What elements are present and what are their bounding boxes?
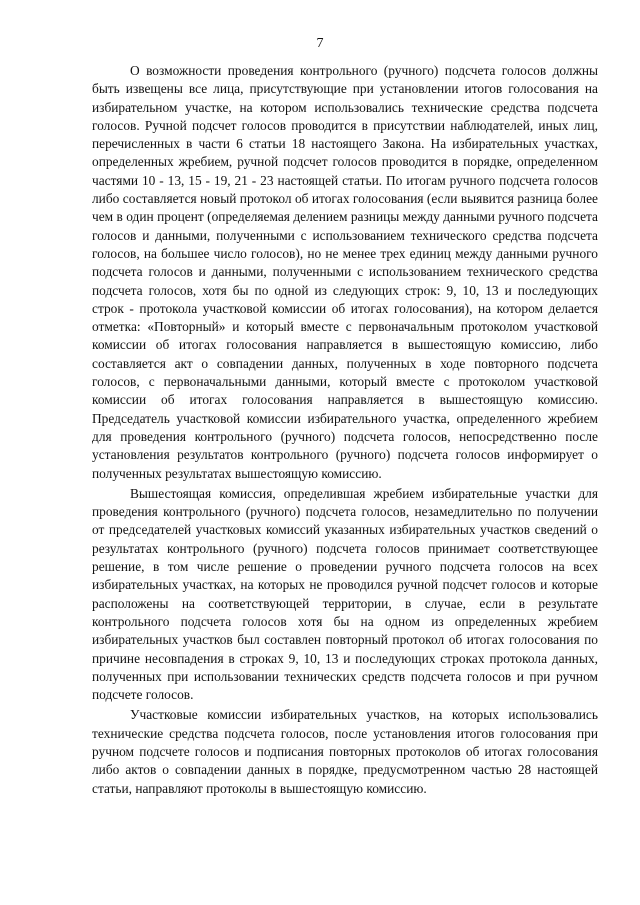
paragraph-3: Участковые комиссии избирательных участков, на которых использовались технические средства подсчета голосов, после установления итогов голосования при ручном подсчете голосов и подписания повторных протоколов об итогах голосования либо актов о совпадении данных в порядке, предусмотренном частью 28 настоящей статьи, направляют протоколы в вышестоящую комиссию. bbox=[92, 707, 598, 796]
paragraph-1: О возможности проведения контрольного (ручного) подсчета голосов должны быть извещены все лица, присутствующие при установлении итогов голосования на избирательном участке, на котором использовались технические средства подсчета голосов. Ручной подсчет голосов проводится в присутствии наблюдателей, иных лиц, перечисленных в части 6 статьи 18 настоящего Закона. На избирательных участках, определенных жребием, ручной подсчет голосов проводится в порядке, определенном частями 10 - 13, 15 - 19, 21 - 23 настоящей статьи. По итогам ручного подсчета голосов либо составляется новый протокол об итогах голосования (если выявится разница более чем в один процент (определяемая делением разницы между данными ручного подсчета голосов и данными, полученными с использованием технического средства подсчета голосов, на большее число голосов), но не менее трех единиц между данными ручного подсчета голосов и данными, полученными с использованием технического средства подсчета голосов, хотя бы по одной из следующих строк: 9, 10, 13 и последующих строк - протокола участковой комиссии об итогах голосования), на котором делается отметка: «Повторный» и который вместе с первоначальным протоколом участковой комиссии об итогах голосования направляется в вышестоящую комиссию, либо составляется акт о совпадении данных, полученных в ходе повторного подсчета голосов, с первоначальными данными, который вместе с протоколом участковой комиссии об итогах голосования направляется в вышестоящую комиссию. Председатель участковой комиссии избирательного участка, определенного жребием для проведения контрольного (ручного) подсчета голосов, непосредственно после установления результатов контрольного (ручного) подсчета голосов информирует о полученных результатах вышестоящую комиссию. bbox=[92, 63, 598, 481]
document-body bbox=[92, 62, 598, 800]
page-number: 7 bbox=[316, 36, 324, 51]
paragraph-2: Вышестоящая комиссия, определившая жребием избирательные участки для проведения контрольного (ручного) подсчета голосов, незамедлительно по получении от председателей участковых комиссий указанных избирательных участков сведений о результатах контрольного (ручного) подсчета голосов принимает соответствующее решение, в том числе решение о проведении ручного подсчета голосов на всех избирательных участках, на которых не проводился ручной подсчет голосов и которые расположены на соответствующей территории, в случае, если в результате контрольного подсчета голосов хотя бы на одном из определенных жребием избирательных участков был составлен повторный протокол об итогах голосования по причине несовпадения в строках 9, 10, 13 и последующих строках протокола данных, полученных при использовании технических средств подсчета голосов и при ручном подсчете голосов. bbox=[92, 485, 598, 703]
